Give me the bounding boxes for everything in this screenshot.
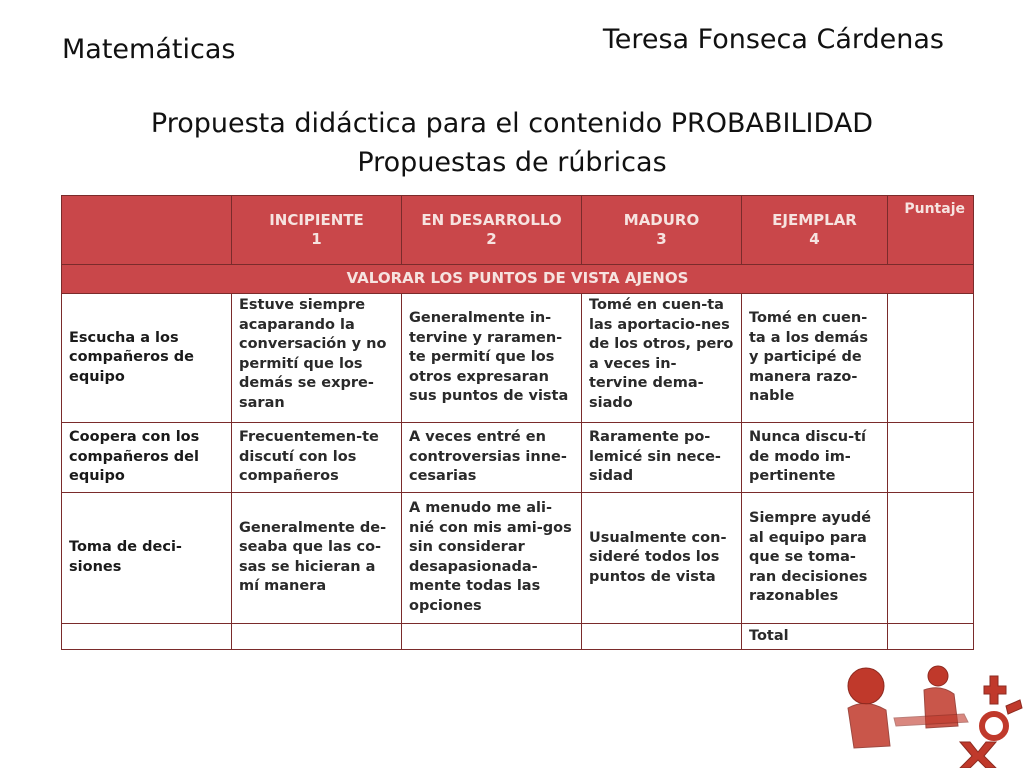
level-header-maduro <box>582 196 742 265</box>
plus-symbol-icon <box>984 676 1006 704</box>
level-name: EN DESARROLLO <box>421 211 562 229</box>
points-header: Puntaje <box>888 196 974 265</box>
level-name: MADURO <box>623 211 700 229</box>
empty-cell <box>582 623 742 649</box>
students-logo-illustration <box>834 656 1024 768</box>
criterion-cell: Escucha a los compañeros de equipo <box>62 294 232 423</box>
empty-cell <box>402 623 582 649</box>
descriptor-cell: Tomé en cuen-ta las aportacio-nes de los otros, pero a veces in-tervine dema-siado <box>582 294 742 423</box>
table-row <box>62 294 974 423</box>
descriptor-cell: Tomé en cuen-ta a los demás y participé de manera razo-nable <box>742 294 888 423</box>
descriptor-cell: A veces entré en controversias inne-cesarias <box>402 423 582 493</box>
level-score: 3 <box>656 230 667 248</box>
level-score: 1 <box>311 230 322 248</box>
total-label: Total <box>742 623 888 649</box>
circle-symbol-icon <box>982 714 1006 738</box>
slide-titles <box>0 104 1024 182</box>
descriptor-cell: A menudo me ali-nié con mis ami-gos sin considerar desapasionada-mente todas las opciones <box>402 492 582 623</box>
level-name: EJEMPLAR <box>772 211 857 229</box>
table-row <box>62 423 974 493</box>
descriptor-cell: Generalmente in-tervine y raramen-te permití que los otros expresaran sus puntos de vista <box>402 294 582 423</box>
level-header-incipiente <box>232 196 402 265</box>
rubric-table <box>61 195 974 650</box>
author-name: Teresa Fonseca Cárdenas <box>602 24 944 55</box>
slide-title: Propuesta didáctica para el contenido PROBABILIDAD <box>150 108 874 139</box>
score-cell <box>888 423 974 493</box>
subject-label: Matemáticas <box>62 34 236 65</box>
section-title: VALORAR LOS PUNTOS DE VISTA AJENOS <box>62 265 974 294</box>
total-score-cell <box>888 623 974 649</box>
student-head-icon <box>848 668 884 704</box>
slide-subtitle: Propuestas de rúbricas <box>357 147 667 178</box>
score-cell <box>888 294 974 423</box>
descriptor-cell: Generalmente de-seaba que las co-sas se hicieran a mí manera <box>232 492 402 623</box>
rubric-header-row <box>62 196 974 265</box>
section-row <box>62 265 974 294</box>
level-score: 4 <box>809 230 820 248</box>
descriptor-cell: Nunca discu-tí de modo im-pertinente <box>742 423 888 493</box>
empty-cell <box>62 623 232 649</box>
descriptor-cell: Siempre ayudé al equipo para que se toma-ran decisiones razonables <box>742 492 888 623</box>
criterion-cell: Toma de deci-siones <box>62 492 232 623</box>
descriptor-cell: Estuve siempre acaparando la conversación y no permití que los demás se expre-saran <box>232 294 402 423</box>
table-row <box>62 492 974 623</box>
level-score: 2 <box>486 230 497 248</box>
descriptor-cell: Raramente po-lemicé sin nece-sidad <box>582 423 742 493</box>
criterion-cell: Coopera con los compañeros del equipo <box>62 423 232 493</box>
stroke-symbol-icon <box>1006 700 1022 714</box>
level-name: INCIPIENTE <box>269 211 364 229</box>
times-symbol-icon <box>960 742 996 768</box>
student-body-icon <box>848 703 890 748</box>
descriptor-cell: Frecuentemen-te discutí con los compañeros <box>232 423 402 493</box>
level-header-en-desarrollo <box>402 196 582 265</box>
student-head-icon <box>928 666 948 686</box>
empty-cell <box>232 623 402 649</box>
score-cell <box>888 492 974 623</box>
total-row <box>62 623 974 649</box>
criteria-header-cell <box>62 196 232 265</box>
descriptor-cell: Usualmente con-sideré todos los puntos de vista <box>582 492 742 623</box>
level-header-ejemplar <box>742 196 888 265</box>
